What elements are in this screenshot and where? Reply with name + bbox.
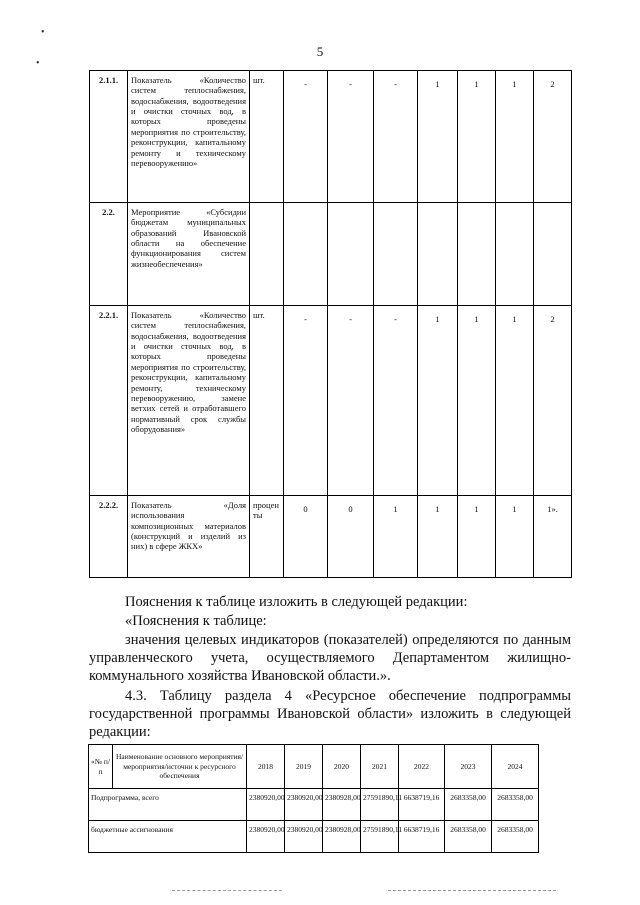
row-name: Показатель «Количество систем теплоснабжения, водоснабжения, водоотведения и очистки сточных вод, в которых проведены мероприятия по строительству, реконструкции, капитальному ремонту и техническому перевооружению» bbox=[128, 71, 250, 203]
row-value: 2683358,00 bbox=[492, 821, 539, 853]
row-value: 1 bbox=[458, 306, 496, 496]
row-number: 2.2. bbox=[90, 203, 128, 306]
row-value: - bbox=[284, 71, 328, 203]
row-value: 2380928,00 bbox=[323, 789, 361, 821]
row-value: - bbox=[374, 306, 418, 496]
row-value: 27591890,11 bbox=[361, 789, 399, 821]
row-unit bbox=[250, 203, 284, 306]
row-name: Показатель «Количество систем теплоснабжения, водоснабжения, водоотведения и очистки сточных вод, в которых проведены мероприятия по строительству, реконструкции, капитальному ремонту, техническому перевооружению, замене ветхих сетей и отработавшего нормативный срок службы оборудования» bbox=[128, 306, 250, 496]
indicator-table bbox=[89, 70, 572, 578]
row-number: 2.1.1. bbox=[90, 71, 128, 203]
scan-dot-mark: • bbox=[36, 58, 40, 69]
table-row bbox=[90, 306, 572, 496]
row-value: - bbox=[374, 71, 418, 203]
row-value: 0 bbox=[284, 496, 328, 578]
column-header-year: 2020 bbox=[323, 745, 361, 789]
paragraph-explanations-heading: «Пояснения к таблице: bbox=[125, 613, 267, 629]
column-header-year: 2023 bbox=[445, 745, 492, 789]
row-unit: шт. bbox=[250, 306, 284, 496]
row-value: 1 bbox=[418, 496, 458, 578]
row-number: 2.2.1. bbox=[90, 306, 128, 496]
row-value: 1 bbox=[458, 71, 496, 203]
row-value: 2683358,00 bbox=[492, 789, 539, 821]
column-header-year: 2024 bbox=[492, 745, 539, 789]
row-value: - bbox=[328, 71, 374, 203]
row-value bbox=[284, 203, 328, 306]
row-label: бюджетные ассигнования bbox=[89, 821, 247, 853]
table-row bbox=[89, 821, 539, 853]
row-value: 1 bbox=[496, 71, 534, 203]
paragraph-section-4-3: 4.3. Таблицу раздела 4 «Ресурсное обеспечение подпрограммы государственной программы Ивановской области» изложить в следующей редакции: bbox=[89, 688, 571, 740]
column-header-year: 2022 bbox=[399, 745, 445, 789]
row-value: 2 bbox=[534, 306, 572, 496]
paragraph-explanations-intro: Пояснения к таблице изложить в следующей редакции: bbox=[125, 594, 468, 610]
row-value: 1». bbox=[534, 496, 572, 578]
row-label: Подпрограмма, всего bbox=[89, 789, 247, 821]
row-value: - bbox=[284, 306, 328, 496]
row-value: 2380920,00 bbox=[285, 789, 323, 821]
row-number: 2.2.2. bbox=[90, 496, 128, 578]
row-value: 0 bbox=[328, 496, 374, 578]
table-row bbox=[90, 496, 572, 578]
table-row bbox=[90, 71, 572, 203]
row-value: 2380920,00 bbox=[247, 821, 285, 853]
table-row bbox=[89, 789, 539, 821]
table-row bbox=[90, 203, 572, 306]
row-value: 1 bbox=[458, 496, 496, 578]
row-value bbox=[458, 203, 496, 306]
column-header-year: 2018 bbox=[247, 745, 285, 789]
row-value: 2 bbox=[534, 71, 572, 203]
row-value bbox=[496, 203, 534, 306]
row-value: 1 bbox=[374, 496, 418, 578]
column-header-year: 2021 bbox=[361, 745, 399, 789]
table-header-row bbox=[89, 745, 539, 789]
row-value bbox=[418, 203, 458, 306]
row-unit: процен ты bbox=[250, 496, 284, 578]
row-name: Показатель «Доля использования композиционных материалов (конструкций и изделий из них) в сфере ЖКХ» bbox=[128, 496, 250, 578]
column-header-number: «№ п/п bbox=[89, 745, 113, 789]
resource-table bbox=[88, 744, 539, 853]
row-value: 27591890,11 bbox=[361, 821, 399, 853]
page-number: 5 bbox=[316, 44, 324, 59]
scan-artifact-line bbox=[388, 890, 556, 892]
column-header-name: Наименование основного мероприятия/мероприятия/источни к ресурсного обеспечения bbox=[113, 745, 247, 789]
row-value: 2683358,00 bbox=[445, 789, 492, 821]
row-value: 1 bbox=[496, 306, 534, 496]
row-value: 1 bbox=[496, 496, 534, 578]
row-value bbox=[534, 203, 572, 306]
row-value bbox=[374, 203, 418, 306]
paragraph-explanations-body: значения целевых индикаторов (показателей) определяются по данным управленческого учета, осуществляемого Департаментом жилищно-коммунального хозяйства Ивановской области.». bbox=[89, 632, 571, 684]
column-header-year: 2019 bbox=[285, 745, 323, 789]
row-value: 6638719,16 bbox=[399, 821, 445, 853]
row-unit: шт. bbox=[250, 71, 284, 203]
row-value: 2380928,00 bbox=[323, 821, 361, 853]
row-name: Мероприятие «Субсидии бюджетам муниципальных образований Ивановской области на обеспечение функционирования систем жизнеобеспечения» bbox=[128, 203, 250, 306]
row-value bbox=[328, 203, 374, 306]
scan-dot-mark: • bbox=[41, 27, 45, 38]
row-value: 6638719,16 bbox=[399, 789, 445, 821]
row-value: 2380920,00 bbox=[285, 821, 323, 853]
row-value: 1 bbox=[418, 306, 458, 496]
scan-artifact-line bbox=[172, 890, 282, 892]
row-value: - bbox=[328, 306, 374, 496]
row-value: 2683358,00 bbox=[445, 821, 492, 853]
row-value: 1 bbox=[418, 71, 458, 203]
row-value: 2380920,00 bbox=[247, 789, 285, 821]
